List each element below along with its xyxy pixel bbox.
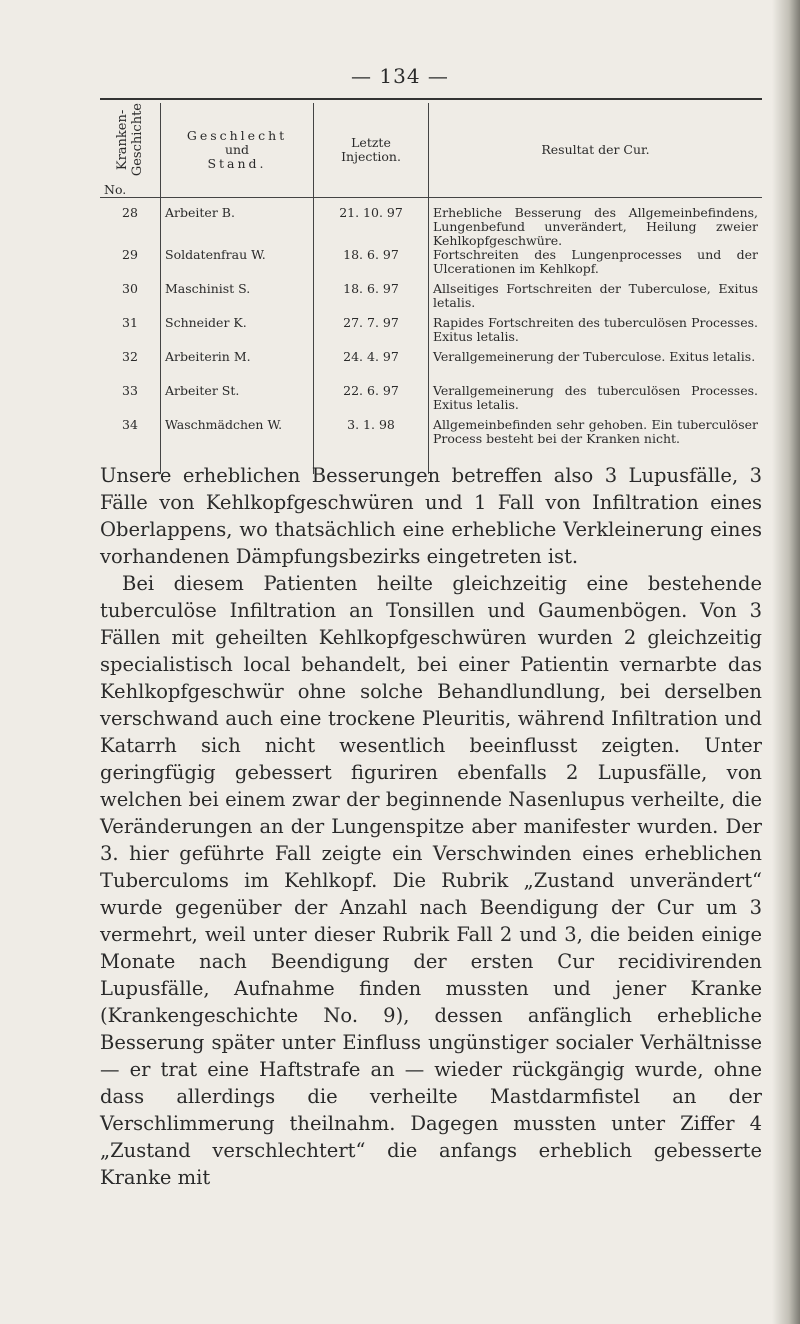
header-case-history: Kranken- Geschichte [115,103,145,177]
table-row [100,282,762,316]
row-injection-date: 21. 10. 97 [314,198,429,249]
row-injection-date: 18. 6. 97 [314,248,429,282]
row-result: Verallgemeinerung des tuberculösen Processes. Exitus letalis. [433,383,758,413]
table-row [100,350,762,384]
row-number: 29 [100,248,161,282]
row-injection-date: 18. 6. 97 [314,282,429,316]
row-injection-date: 27. 7. 97 [314,316,429,350]
header-injection-line-2: Injection. [341,149,401,165]
header-case-number [100,103,161,198]
page-edge-shadow [772,0,800,1324]
row-number: 30 [100,282,161,316]
row-number: 32 [100,350,161,384]
row-injection-date: 3. 1. 98 [314,418,429,474]
header-last-injection [314,103,429,198]
table-row [100,384,762,418]
row-sex-status: Maschinist S. [161,282,314,316]
header-result: Resultat der Cur. [429,103,763,198]
row-sex-status: Arbeiter B. [161,198,314,249]
header-no-label: No. [104,182,127,198]
table-top-rule [100,98,762,100]
table-row [100,316,762,350]
header-sex-line-2: und [224,142,250,158]
header-sex-line-3: Stand. [207,156,267,172]
header-sex-line-1: Geschlecht [186,128,288,144]
header-injection-line-1: Letzte [351,135,391,151]
row-result: Rapides Fortschreiten des tuberculösen Processes. Exitus letalis. [433,315,758,345]
row-number: 28 [100,198,161,249]
row-sex-status: Arbeiterin M. [161,350,314,384]
row-sex-status: Waschmädchen W. [161,418,314,474]
table-row [100,198,762,249]
row-result: Fortschreiten des Lungenprocesses und der Ulcerationen im Kehlkopf. [433,247,758,277]
table-row [100,248,762,282]
row-result: Erhebliche Besserung des Allgemeinbefindens, Lungenbefund unverändert, Heilung zweier Kehlkopfgeschwüre. [433,205,758,249]
body-text [100,462,762,1191]
page-number: — 134 — [351,64,449,88]
results-table [100,103,762,474]
row-number: 33 [100,384,161,418]
row-result: Allgemeinbefinden sehr gehoben. Ein tuberculöser Process besteht bei der Kranken nicht. [433,417,758,447]
paragraph: Bei diesem Patienten heilte gleichzeitig eine bestehende tuberculöse Infiltration an Tonsillen und Gaumenbögen. Von 3 Fällen mit geheilten Kehlkopfgeschwüren wurden 2 gleichzeitig specialistisch local behandelt, bei einer Patientin vernarbte das Kehlkopfgeschwür ohne solche Behandlundlung, bei derselben verschwand auch eine trockene Pleuritis, während Infiltration und Katarrh sich nicht wesentlich beeinflusst zeigten. Unter geringfügig gebessert figuriren ebenfalls 2 Lupusfälle, von welchen bei einem zwar der beginnende Nasenlupus verheilte, die Veränderungen an der Lungenspitze aber manifester wurden. Der 3. hier geführte Fall zeigte ein Verschwinden eines erheblichen Tuberculoms im Kehlkopf. Die Rubrik „Zustand unverändert“ wurde gegenüber der Anzahl nach Beendigung der Cur um 3 vermehrt, weil unter dieser Rubrik Fall 2 und 3, die beiden einige Monate nach Beendigung der ersten Cur recidivirenden Lupusfälle, Aufnahme finden mussten und jener Kranke (Krankengeschichte No. 9), dessen anfänglich erhebliche Besserung später unter Einfluss ungünstiger socialer Verhältnisse — er trat eine Haftstrafe an — wieder rückgängig wurde, ohne dass allerdings die verheilte Mastdarmfistel an der Verschlimmerung theilnahm. Dagegen mussten unter Ziffer 4 „Zustand verschlechtert“ die anfangs erheblich gebesserte Kranke mit [100,572,762,1189]
row-result: Allseitiges Fortschreiten der Tuberculose, Exitus letalis. [433,281,758,311]
row-result: Verallgemeinerung der Tuberculose. Exitus letalis. [433,349,756,365]
table-header-row [100,103,762,198]
row-number: 31 [100,316,161,350]
row-number: 34 [100,418,161,474]
header-sex-status [161,103,314,198]
row-sex-status: Soldatenfrau W. [161,248,314,282]
row-injection-date: 22. 6. 97 [314,384,429,418]
row-sex-status: Arbeiter St. [161,384,314,418]
paragraph: Unsere erheblichen Besserungen betreffen also 3 Lupusfälle, 3 Fälle von Kehlkopfgeschwüren und 1 Fall von Infiltration eines Oberlappens, wo thatsächlich eine erhebliche Verkleinerung eines vorhandenen Dämpfungsbezirks eingetreten ist. [100,464,762,568]
row-sex-status: Schneider K. [161,316,314,350]
row-injection-date: 24. 4. 97 [314,350,429,384]
